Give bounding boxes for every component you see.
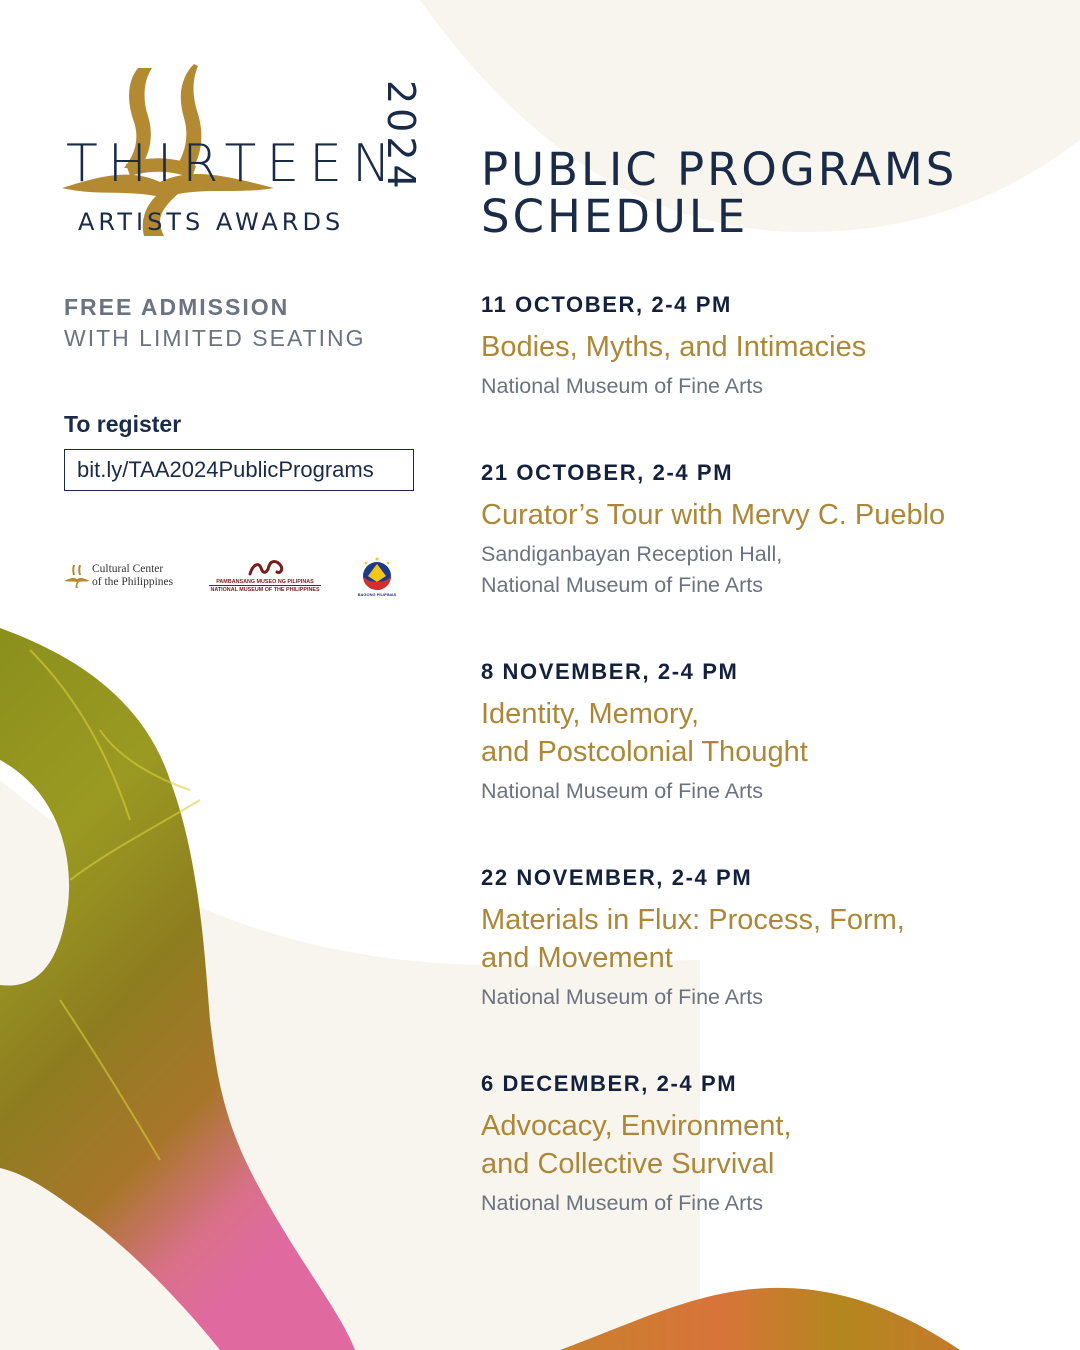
partner-logos: [64, 556, 414, 602]
title-line-2: SCHEDULE: [481, 190, 749, 243]
page-title: [481, 143, 958, 243]
national-museum-english-name: NATIONAL MUSEUM OF THE PHILIPPINES: [210, 587, 320, 593]
schedule-event: [481, 1071, 1041, 1219]
event-date: 6 DECEMBER, 2-4 PM: [481, 1071, 738, 1096]
registration-link[interactable]: bit.ly/TAA2024PublicPrograms: [64, 449, 414, 491]
event-venue: National Museum of Fine Arts: [481, 374, 764, 398]
schedule-event: [481, 292, 1041, 402]
schedule-event: [481, 460, 1041, 601]
title-line-1: PUBLIC PROGRAMS: [481, 143, 958, 196]
event-title: Advocacy, Environment, and Collective Survival: [481, 1110, 792, 1180]
bagong-pilipinas-emblem-icon: [358, 556, 396, 592]
logo-wordmark: THIRTEEN: [66, 134, 401, 194]
logo-year: 2024: [379, 80, 423, 193]
national-museum-filipino-name: PAMBANSANG MUSEO NG PILIPINAS: [209, 579, 321, 586]
logo-subtitle: ARTISTS AWARDS: [78, 208, 345, 236]
ccp-logo: [64, 562, 194, 592]
event-date: 8 NOVEMBER, 2-4 PM: [481, 659, 739, 684]
event-venue: National Museum of Fine Arts: [481, 779, 764, 803]
event-date: 11 OCTOBER, 2-4 PM: [481, 292, 732, 317]
register-label: To register: [64, 411, 182, 437]
admission-line-1: FREE ADMISSION: [64, 294, 290, 320]
schedule-event: [481, 865, 1041, 1013]
event-venue: National Museum of Fine Arts: [481, 985, 764, 1009]
event-title: Curator’s Tour with Mervy C. Pueblo: [481, 499, 946, 531]
ccp-name: Cultural Center of the Philippines: [92, 563, 174, 588]
event-venue: National Museum of Fine Arts: [481, 1191, 764, 1215]
schedule-event: [481, 659, 1041, 807]
ccp-small-emblem-icon: [64, 564, 90, 588]
bagong-pilipinas-logo: [356, 556, 398, 600]
event-venue: Sandiganbayan Reception Hall, National Museum of Fine Arts: [481, 542, 783, 597]
national-museum-logo: [209, 556, 324, 596]
admission-info: [64, 292, 366, 354]
event-date: 22 NOVEMBER, 2-4 PM: [481, 865, 753, 890]
national-museum-emblem-icon: [247, 558, 285, 578]
event-date: 21 OCTOBER, 2-4 PM: [481, 460, 734, 485]
event-title: Bodies, Myths, and Intimacies: [481, 331, 867, 363]
event-title: Materials in Flux: Process, Form, and Movement: [481, 904, 905, 974]
bagong-pilipinas-label: BAGONG PILIPINAS: [357, 592, 397, 597]
event-title: Identity, Memory, and Postcolonial Thought: [481, 698, 808, 768]
thirteen-artists-awards-logo: [60, 60, 440, 250]
admission-line-2: WITH LIMITED SEATING: [64, 325, 366, 351]
